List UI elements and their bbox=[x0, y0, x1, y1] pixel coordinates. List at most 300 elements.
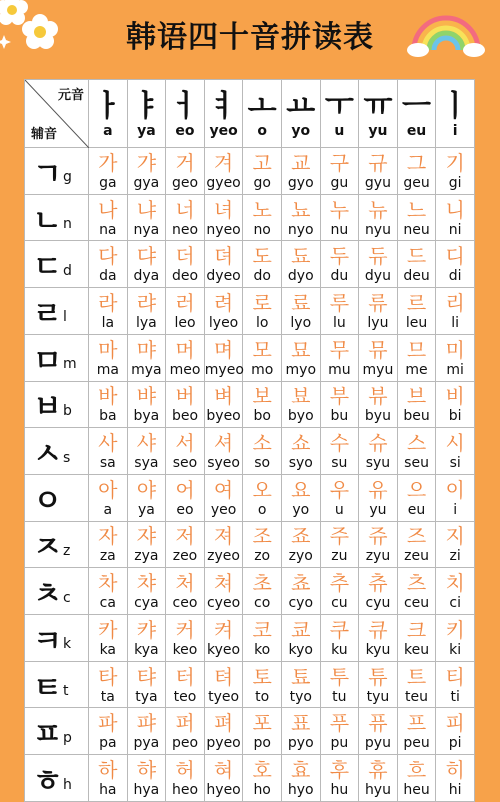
syllable-cell bbox=[359, 334, 398, 381]
syllable-hangul: 즈 bbox=[406, 524, 427, 549]
consonant-hangul: ㄱ bbox=[33, 156, 62, 192]
syllable-cell bbox=[89, 708, 128, 755]
syllable-roman: hya bbox=[133, 782, 160, 799]
syllable-roman: u bbox=[334, 501, 344, 518]
syllable-roman: zeo bbox=[172, 548, 198, 565]
syllable-cell bbox=[127, 474, 166, 521]
syllable-hangul: 햐 bbox=[136, 758, 157, 783]
syllable-hangul: 부 bbox=[329, 384, 350, 409]
syllable-cell bbox=[166, 521, 205, 568]
syllable-roman: cyo bbox=[288, 595, 314, 612]
syllable-roman: tya bbox=[135, 688, 158, 705]
corner-cell bbox=[25, 80, 89, 148]
syllable-roman: ta bbox=[100, 688, 115, 705]
syllable-cell bbox=[204, 148, 243, 195]
consonant-hangul: ㅎ bbox=[33, 764, 62, 800]
syllable-cell bbox=[89, 615, 128, 662]
syllable-roman: za bbox=[99, 548, 116, 565]
syllable-hangul: 펴 bbox=[213, 711, 234, 736]
syllable-roman: gu bbox=[330, 174, 349, 191]
syllable-cell bbox=[127, 288, 166, 335]
syllable-hangul: 러 bbox=[175, 290, 195, 315]
syllable-roman: sya bbox=[134, 455, 159, 472]
syllable-cell bbox=[243, 428, 282, 475]
vowel-header-yeo bbox=[204, 80, 243, 148]
syllable-hangul: 셔 bbox=[213, 431, 234, 456]
syllable-cell bbox=[320, 288, 359, 335]
syllable-roman: byeo bbox=[206, 408, 241, 425]
syllable-roman: si bbox=[449, 455, 461, 472]
syllable-hangul: 거 bbox=[175, 150, 195, 175]
syllable-cell bbox=[166, 288, 205, 335]
vowel-header-row bbox=[25, 80, 475, 148]
vowel-hangul: ㅣ bbox=[440, 88, 470, 124]
syllable-hangul: 갸 bbox=[136, 150, 157, 175]
syllable-hangul: 쥬 bbox=[368, 524, 388, 549]
consonant-hangul: ㅂ bbox=[33, 390, 62, 426]
syllable-cell bbox=[166, 428, 205, 475]
syllable-cell bbox=[397, 288, 436, 335]
syllable-hangul: 됴 bbox=[291, 244, 311, 269]
consonant-row bbox=[25, 148, 475, 195]
syllable-cell bbox=[204, 521, 243, 568]
syllable-hangul: 쟈 bbox=[136, 524, 157, 549]
syllable-hangul: 수 bbox=[329, 431, 350, 456]
syllable-hangul: 피 bbox=[445, 711, 465, 736]
syllable-roman: zi bbox=[449, 548, 461, 565]
consonant-row bbox=[25, 428, 475, 475]
vowel-header-i bbox=[436, 80, 475, 148]
syllable-cell bbox=[359, 241, 398, 288]
syllable-roman: ti bbox=[450, 688, 460, 705]
syllable-roman: syeo bbox=[207, 455, 240, 472]
consonant-header bbox=[25, 521, 89, 568]
syllable-roman: gya bbox=[133, 174, 160, 191]
syllable-roman: ci bbox=[449, 595, 461, 612]
syllable-hangul: 코 bbox=[252, 617, 272, 642]
consonant-axis-label: 辅音 bbox=[31, 127, 58, 142]
syllable-cell bbox=[281, 568, 320, 615]
vowel-hangul: ㅡ bbox=[402, 88, 432, 124]
syllable-cell bbox=[436, 241, 475, 288]
syllable-hangul: 더 bbox=[175, 244, 195, 269]
syllable-roman: go bbox=[253, 174, 271, 191]
syllable-hangul: 자 bbox=[98, 524, 118, 549]
syllable-hangul: 어 bbox=[175, 477, 195, 502]
syllable-roman: hyu bbox=[364, 782, 391, 799]
consonant-header bbox=[25, 241, 89, 288]
syllable-cell bbox=[359, 288, 398, 335]
vowel-header-u bbox=[320, 80, 359, 148]
syllable-roman: leu bbox=[405, 314, 428, 331]
syllable-cell bbox=[320, 381, 359, 428]
vowel-hangul: ㅏ bbox=[93, 88, 123, 124]
syllable-hangul: 두 bbox=[329, 244, 350, 269]
syllable-cell bbox=[204, 334, 243, 381]
syllable-hangul: 뉴 bbox=[368, 197, 388, 222]
syllable-cell bbox=[243, 241, 282, 288]
syllable-hangul: 쇼 bbox=[291, 431, 311, 456]
syllable-roman: tyo bbox=[289, 688, 312, 705]
vowel-header-eo bbox=[166, 80, 205, 148]
syllable-hangul: 푸 bbox=[329, 711, 350, 736]
vowel-hangul: ㅠ bbox=[363, 88, 393, 124]
syllable-roman: peo bbox=[171, 735, 199, 752]
syllable-cell bbox=[281, 474, 320, 521]
syllable-cell bbox=[320, 474, 359, 521]
consonant-header bbox=[25, 428, 89, 475]
syllable-hangul: 으 bbox=[406, 477, 427, 502]
syllable-roman: mi bbox=[446, 361, 464, 378]
syllable-roman: mu bbox=[328, 361, 351, 378]
syllable-cell bbox=[204, 381, 243, 428]
syllable-cell bbox=[127, 241, 166, 288]
syllable-cell bbox=[89, 568, 128, 615]
syllable-roman: lyo bbox=[290, 314, 312, 331]
syllable-cell bbox=[359, 568, 398, 615]
syllable-hangul: 크 bbox=[406, 617, 427, 642]
vowel-roman: eu bbox=[406, 122, 427, 139]
consonant-header bbox=[25, 474, 89, 521]
syllable-cell bbox=[243, 334, 282, 381]
syllable-roman: cyeo bbox=[206, 595, 241, 612]
syllable-roman: eu bbox=[407, 501, 426, 518]
syllable-hangul: 리 bbox=[445, 290, 465, 315]
vowel-header-yo bbox=[281, 80, 320, 148]
syllable-hangul: 먀 bbox=[136, 337, 157, 362]
syllable-roman: gyeo bbox=[206, 174, 241, 191]
syllable-roman: pya bbox=[133, 735, 160, 752]
syllable-roman: peu bbox=[403, 735, 430, 752]
syllable-cell bbox=[320, 755, 359, 802]
syllable-hangul: 보 bbox=[252, 384, 272, 409]
syllable-cell bbox=[89, 148, 128, 195]
syllable-roman: hi bbox=[448, 782, 462, 799]
consonant-roman: l bbox=[62, 309, 67, 326]
consonant-header bbox=[25, 615, 89, 662]
syllable-roman: lyeo bbox=[208, 314, 239, 331]
syllable-hangul: 그 bbox=[406, 150, 427, 175]
syllable-cell bbox=[320, 661, 359, 708]
syllable-roman: teu bbox=[405, 688, 429, 705]
syllable-roman: pu bbox=[330, 735, 349, 752]
syllable-hangul: 드 bbox=[406, 244, 427, 269]
vowel-header-eu bbox=[397, 80, 436, 148]
syllable-hangul: 겨 bbox=[213, 150, 234, 175]
syllable-hangul: 누 bbox=[329, 197, 350, 222]
syllable-roman: no bbox=[253, 221, 271, 238]
syllable-cell bbox=[436, 661, 475, 708]
syllable-roman: pa bbox=[99, 735, 117, 752]
consonant-roman: b bbox=[62, 402, 72, 419]
vowel-roman: yu bbox=[368, 122, 388, 139]
syllable-cell bbox=[436, 148, 475, 195]
syllable-cell bbox=[89, 521, 128, 568]
syllable-cell bbox=[397, 241, 436, 288]
syllable-roman: hu bbox=[330, 782, 349, 799]
syllable-cell bbox=[204, 428, 243, 475]
syllable-hangul: 퓨 bbox=[368, 711, 388, 736]
consonant-row bbox=[25, 288, 475, 335]
syllable-cell bbox=[436, 428, 475, 475]
consonant-hangul: ㅊ bbox=[33, 577, 62, 613]
syllable-roman: yeo bbox=[210, 501, 237, 518]
consonant-hangul: ㄷ bbox=[33, 250, 62, 286]
syllable-roman: nyo bbox=[287, 221, 314, 238]
syllable-cell bbox=[166, 755, 205, 802]
syllable-cell bbox=[204, 708, 243, 755]
syllable-hangul: 서 bbox=[175, 431, 195, 456]
syllable-roman: ko bbox=[254, 641, 271, 658]
syllable-cell bbox=[127, 615, 166, 662]
syllable-roman: ceu bbox=[403, 595, 430, 612]
syllable-roman: tyu bbox=[366, 688, 390, 705]
syllable-hangul: 허 bbox=[175, 758, 195, 783]
vowel-header-a bbox=[89, 80, 128, 148]
syllable-hangul: 츄 bbox=[368, 571, 388, 596]
syllable-cell bbox=[281, 148, 320, 195]
vowel-roman: u bbox=[334, 122, 345, 139]
consonant-row bbox=[25, 615, 475, 662]
syllable-hangul: 타 bbox=[98, 664, 118, 689]
syllable-cell bbox=[397, 521, 436, 568]
syllable-cell bbox=[127, 194, 166, 241]
syllable-hangul: 툐 bbox=[291, 664, 311, 689]
syllable-hangul: 마 bbox=[98, 337, 118, 362]
syllable-cell bbox=[204, 241, 243, 288]
syllable-hangul: 쿠 bbox=[329, 617, 350, 642]
syllable-hangul: 스 bbox=[406, 431, 427, 456]
syllable-hangul: 챠 bbox=[136, 571, 157, 596]
syllable-hangul: 츠 bbox=[406, 571, 427, 596]
syllable-hangul: 유 bbox=[368, 477, 388, 502]
syllable-hangul: 도 bbox=[252, 244, 272, 269]
syllable-hangul: 무 bbox=[329, 337, 350, 362]
syllable-roman: neu bbox=[403, 221, 430, 238]
vowel-hangul: ㅗ bbox=[247, 88, 277, 124]
syllable-roman: zo bbox=[254, 548, 271, 565]
syllable-cell bbox=[243, 615, 282, 662]
syllable-roman: ya bbox=[137, 501, 155, 518]
syllable-hangul: 라 bbox=[98, 290, 118, 315]
syllable-hangul: 티 bbox=[445, 664, 465, 689]
syllable-cell bbox=[127, 661, 166, 708]
syllable-cell bbox=[166, 474, 205, 521]
syllable-roman: deu bbox=[403, 268, 430, 285]
syllable-roman: zyo bbox=[288, 548, 313, 565]
consonant-row bbox=[25, 334, 475, 381]
syllable-roman: zu bbox=[331, 548, 348, 565]
vowel-roman: yo bbox=[291, 122, 311, 139]
syllable-roman: la bbox=[101, 314, 115, 331]
syllable-cell bbox=[320, 568, 359, 615]
syllable-hangul: 고 bbox=[252, 150, 272, 175]
syllable-cell bbox=[204, 661, 243, 708]
syllable-hangul: 다 bbox=[98, 244, 118, 269]
vowel-roman: i bbox=[452, 122, 458, 139]
syllable-roman: zeu bbox=[404, 548, 429, 565]
syllable-cell bbox=[359, 428, 398, 475]
syllable-hangul: 져 bbox=[213, 524, 234, 549]
syllable-hangul: 여 bbox=[213, 477, 234, 502]
consonant-roman: t bbox=[62, 683, 69, 700]
syllable-cell bbox=[204, 755, 243, 802]
syllable-hangul: 미 bbox=[445, 337, 465, 362]
syllable-roman: ki bbox=[449, 641, 462, 658]
page-title: 韩语四十音拼读表 bbox=[126, 20, 374, 55]
syllable-hangul: 키 bbox=[445, 617, 465, 642]
syllable-cell bbox=[359, 661, 398, 708]
syllable-roman: da bbox=[99, 268, 117, 285]
syllable-roman: dya bbox=[133, 268, 160, 285]
syllable-hangul: 죠 bbox=[291, 524, 311, 549]
syllable-hangul: 료 bbox=[291, 290, 311, 315]
syllable-roman: seo bbox=[172, 455, 198, 472]
syllable-cell bbox=[281, 661, 320, 708]
consonant-hangul: ㅌ bbox=[33, 670, 62, 706]
syllable-hangul: 녀 bbox=[213, 197, 234, 222]
consonant-hangul: ㅁ bbox=[33, 343, 62, 379]
syllable-hangul: 묘 bbox=[291, 337, 311, 362]
syllable-roman: bi bbox=[448, 408, 462, 425]
syllable-cell bbox=[204, 615, 243, 662]
syllable-cell bbox=[89, 194, 128, 241]
consonant-roman: c bbox=[62, 589, 71, 606]
syllable-hangul: 소 bbox=[252, 431, 272, 456]
syllable-roman: keo bbox=[172, 641, 198, 658]
syllable-hangul: 처 bbox=[175, 571, 195, 596]
syllable-roman: co bbox=[254, 595, 271, 612]
syllable-hangul: 퍄 bbox=[136, 711, 157, 736]
syllable-roman: tu bbox=[332, 688, 347, 705]
syllable-cell bbox=[359, 708, 398, 755]
syllable-cell bbox=[436, 615, 475, 662]
consonant-roman: g bbox=[62, 169, 72, 186]
syllable-roman: byu bbox=[364, 408, 391, 425]
syllable-hangul: 켜 bbox=[213, 617, 234, 642]
syllable-cell bbox=[281, 288, 320, 335]
syllable-hangul: 뱌 bbox=[136, 384, 157, 409]
syllable-hangul: 류 bbox=[368, 290, 388, 315]
syllable-hangul: 요 bbox=[291, 477, 311, 502]
syllable-hangul: 뮤 bbox=[368, 337, 388, 362]
consonant-row bbox=[25, 661, 475, 708]
syllable-cell bbox=[359, 148, 398, 195]
vowel-header-o bbox=[243, 80, 282, 148]
syllable-roman: syo bbox=[288, 455, 313, 472]
syllable-roman: sa bbox=[99, 455, 116, 472]
syllable-roman: nu bbox=[330, 221, 349, 238]
syllable-cell bbox=[89, 241, 128, 288]
syllable-roman: seu bbox=[404, 455, 429, 472]
consonant-hangul: ㅈ bbox=[33, 530, 62, 566]
syllable-cell bbox=[281, 241, 320, 288]
syllable-cell bbox=[359, 381, 398, 428]
syllable-hangul: 뵤 bbox=[291, 384, 311, 409]
vowel-roman: a bbox=[103, 122, 113, 139]
syllable-hangul: 토 bbox=[252, 664, 272, 689]
vowel-header-ya bbox=[127, 80, 166, 148]
syllable-roman: geo bbox=[171, 174, 199, 191]
syllable-roman: mya bbox=[131, 361, 162, 378]
syllable-hangul: 파 bbox=[98, 711, 118, 736]
syllable-roman: bu bbox=[330, 408, 349, 425]
syllable-hangul: 터 bbox=[175, 664, 195, 689]
syllable-cell bbox=[166, 381, 205, 428]
vowel-roman: o bbox=[257, 122, 267, 139]
syllable-cell bbox=[166, 148, 205, 195]
consonant-header bbox=[25, 194, 89, 241]
syllable-roman: cya bbox=[134, 595, 159, 612]
syllable-hangul: 사 bbox=[98, 431, 118, 456]
syllable-hangul: 벼 bbox=[213, 384, 234, 409]
syllable-hangul: 슈 bbox=[368, 431, 388, 456]
consonant-roman: n bbox=[62, 216, 72, 233]
syllable-roman: lya bbox=[136, 314, 157, 331]
syllable-cell bbox=[89, 381, 128, 428]
syllable-hangul: 뷰 bbox=[368, 384, 388, 409]
syllable-hangul: 아 bbox=[98, 477, 118, 502]
vowel-hangul: ㅓ bbox=[170, 88, 200, 124]
vowel-header-yu bbox=[359, 80, 398, 148]
syllable-roman: myu bbox=[362, 361, 394, 378]
syllable-cell bbox=[397, 381, 436, 428]
syllable-roman: so bbox=[254, 455, 271, 472]
syllable-roman: deo bbox=[171, 268, 199, 285]
syllable-cell bbox=[243, 755, 282, 802]
syllable-cell bbox=[359, 521, 398, 568]
syllable-roman: beu bbox=[403, 408, 430, 425]
syllable-hangul: 느 bbox=[406, 197, 427, 222]
consonant-roman: s bbox=[62, 449, 71, 466]
syllable-roman: zyeo bbox=[207, 548, 240, 565]
syllable-roman: zyu bbox=[365, 548, 391, 565]
syllable-cell bbox=[281, 194, 320, 241]
syllable-roman: heu bbox=[403, 782, 430, 799]
syllable-hangul: 지 bbox=[445, 524, 465, 549]
syllable-hangul: 뎌 bbox=[213, 244, 234, 269]
syllable-roman: zya bbox=[134, 548, 159, 565]
consonant-hangul: ㅇ bbox=[33, 483, 62, 519]
syllable-roman: keu bbox=[403, 641, 430, 658]
syllable-cell bbox=[281, 334, 320, 381]
syllable-cell bbox=[243, 194, 282, 241]
syllable-hangul: 우 bbox=[329, 477, 350, 502]
consonant-roman: d bbox=[62, 262, 72, 279]
syllable-roman: leo bbox=[174, 314, 196, 331]
syllable-roman: mo bbox=[251, 361, 274, 378]
consonant-row bbox=[25, 381, 475, 428]
syllable-roman: ma bbox=[96, 361, 119, 378]
syllable-hangul: 커 bbox=[175, 617, 195, 642]
syllable-hangul: 쵸 bbox=[291, 571, 311, 596]
consonant-header bbox=[25, 288, 89, 335]
syllable-cell bbox=[127, 334, 166, 381]
syllable-roman: lu bbox=[332, 314, 346, 331]
syllable-roman: i bbox=[453, 501, 458, 518]
syllable-cell bbox=[89, 474, 128, 521]
syllable-cell bbox=[204, 194, 243, 241]
consonant-header bbox=[25, 755, 89, 802]
syllable-cell bbox=[436, 194, 475, 241]
syllable-hangul: 흐 bbox=[406, 758, 427, 783]
syllable-cell bbox=[436, 521, 475, 568]
syllable-cell bbox=[436, 708, 475, 755]
syllable-roman: kyu bbox=[365, 641, 391, 658]
consonant-row bbox=[25, 194, 475, 241]
syllable-cell bbox=[243, 148, 282, 195]
syllable-roman: dyu bbox=[364, 268, 391, 285]
